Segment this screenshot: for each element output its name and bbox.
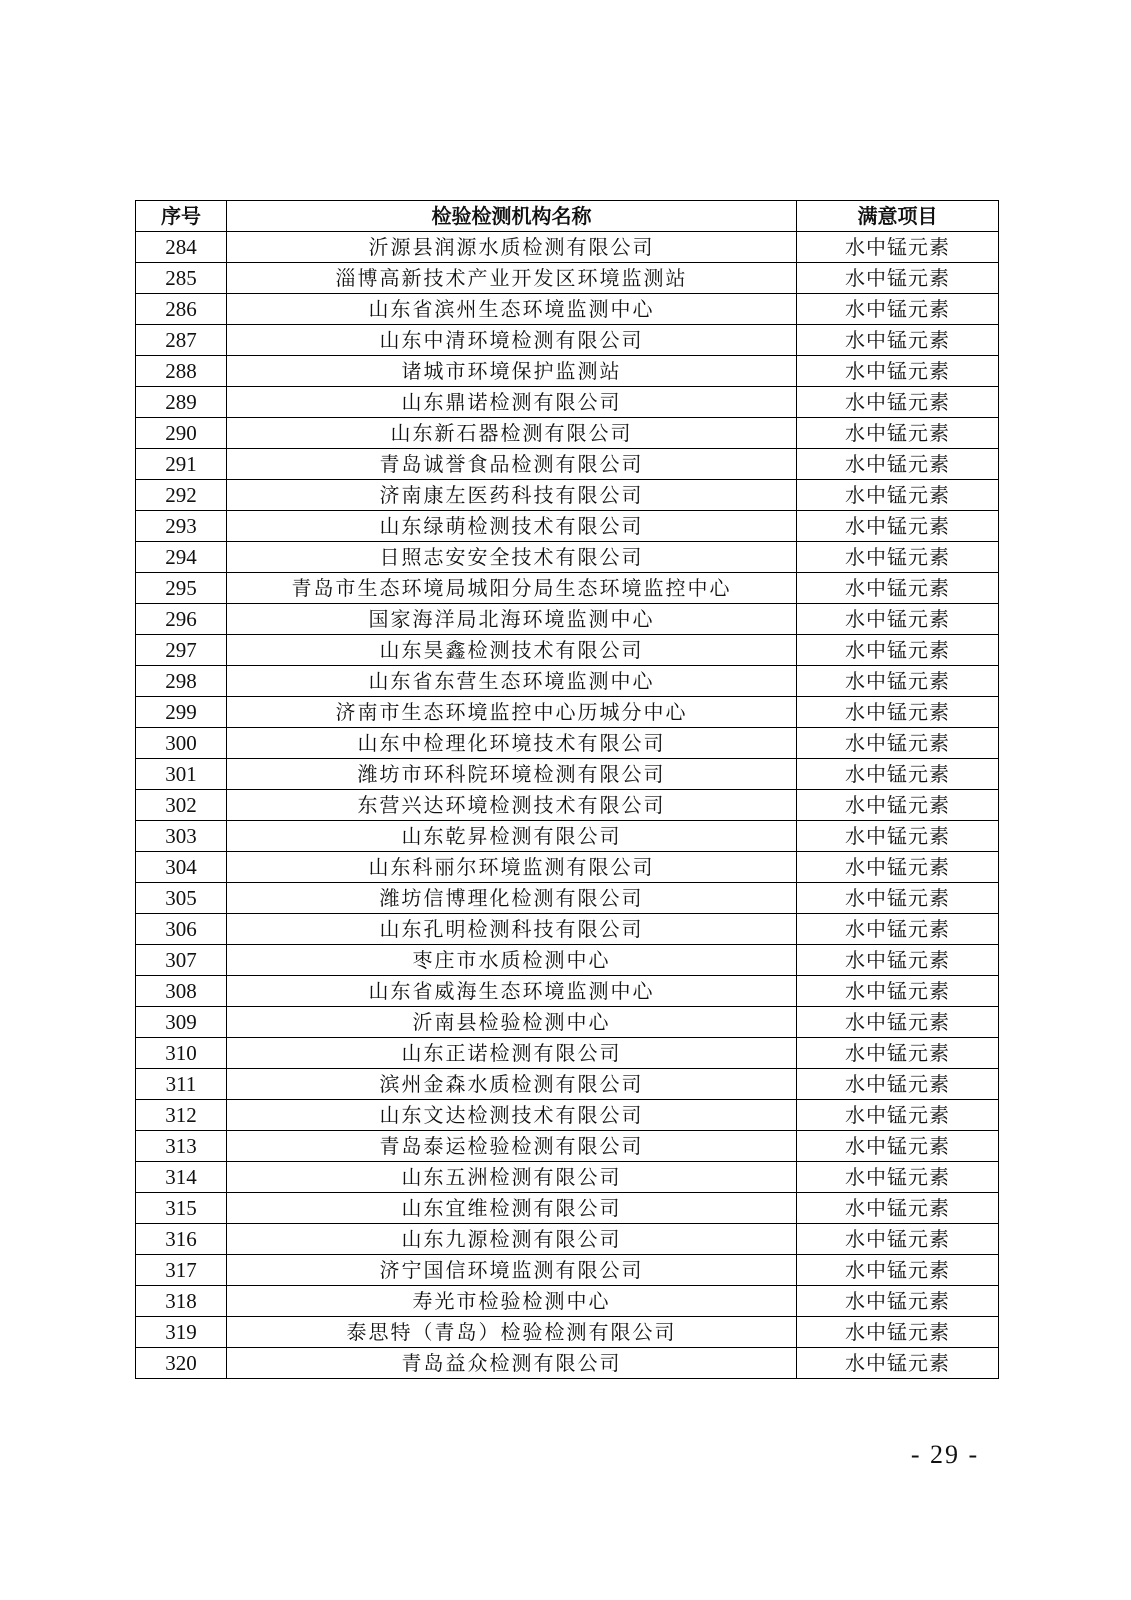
row-satisfactory-item: 水中锰元素 bbox=[797, 542, 999, 573]
row-serial-number: 293 bbox=[136, 511, 227, 542]
row-serial-number: 288 bbox=[136, 356, 227, 387]
row-serial-number: 319 bbox=[136, 1317, 227, 1348]
row-satisfactory-item: 水中锰元素 bbox=[797, 511, 999, 542]
row-institution-name: 山东九源检测有限公司 bbox=[227, 1224, 797, 1255]
row-institution-name: 青岛市生态环境局城阳分局生态环境监控中心 bbox=[227, 573, 797, 604]
table-row bbox=[136, 1038, 999, 1069]
row-institution-name: 泰思特（青岛）检验检测有限公司 bbox=[227, 1317, 797, 1348]
row-serial-number: 311 bbox=[136, 1069, 227, 1100]
row-institution-name: 山东省威海生态环境监测中心 bbox=[227, 976, 797, 1007]
row-institution-name: 山东孔明检测科技有限公司 bbox=[227, 914, 797, 945]
row-satisfactory-item: 水中锰元素 bbox=[797, 1131, 999, 1162]
row-serial-number: 304 bbox=[136, 852, 227, 883]
row-institution-name: 山东绿萌检测技术有限公司 bbox=[227, 511, 797, 542]
table-row bbox=[136, 1224, 999, 1255]
row-institution-name: 山东昊鑫检测技术有限公司 bbox=[227, 635, 797, 666]
row-satisfactory-item: 水中锰元素 bbox=[797, 1255, 999, 1286]
row-institution-name: 国家海洋局北海环境监测中心 bbox=[227, 604, 797, 635]
table-row bbox=[136, 418, 999, 449]
table-row bbox=[136, 1007, 999, 1038]
row-institution-name: 潍坊市环科院环境检测有限公司 bbox=[227, 759, 797, 790]
row-satisfactory-item: 水中锰元素 bbox=[797, 573, 999, 604]
row-serial-number: 285 bbox=[136, 263, 227, 294]
row-satisfactory-item: 水中锰元素 bbox=[797, 356, 999, 387]
row-satisfactory-item: 水中锰元素 bbox=[797, 604, 999, 635]
table-row bbox=[136, 635, 999, 666]
header-serial-number: 序号 bbox=[136, 201, 227, 232]
row-satisfactory-item: 水中锰元素 bbox=[797, 666, 999, 697]
row-institution-name: 山东鼎诺检测有限公司 bbox=[227, 387, 797, 418]
row-serial-number: 295 bbox=[136, 573, 227, 604]
table-row bbox=[136, 976, 999, 1007]
row-serial-number: 284 bbox=[136, 232, 227, 263]
row-satisfactory-item: 水中锰元素 bbox=[797, 294, 999, 325]
row-institution-name: 山东五洲检测有限公司 bbox=[227, 1162, 797, 1193]
row-institution-name: 济宁国信环境监测有限公司 bbox=[227, 1255, 797, 1286]
table-row bbox=[136, 728, 999, 759]
row-serial-number: 300 bbox=[136, 728, 227, 759]
row-institution-name: 山东中清环境检测有限公司 bbox=[227, 325, 797, 356]
row-institution-name: 寿光市检验检测中心 bbox=[227, 1286, 797, 1317]
row-satisfactory-item: 水中锰元素 bbox=[797, 418, 999, 449]
row-satisfactory-item: 水中锰元素 bbox=[797, 1193, 999, 1224]
row-serial-number: 316 bbox=[136, 1224, 227, 1255]
row-satisfactory-item: 水中锰元素 bbox=[797, 976, 999, 1007]
table-row bbox=[136, 1193, 999, 1224]
table-row bbox=[136, 1100, 999, 1131]
row-serial-number: 302 bbox=[136, 790, 227, 821]
row-serial-number: 309 bbox=[136, 1007, 227, 1038]
table-row bbox=[136, 914, 999, 945]
row-institution-name: 日照志安安全技术有限公司 bbox=[227, 542, 797, 573]
row-serial-number: 294 bbox=[136, 542, 227, 573]
row-institution-name: 济南市生态环境监控中心历城分中心 bbox=[227, 697, 797, 728]
row-satisfactory-item: 水中锰元素 bbox=[797, 263, 999, 294]
row-satisfactory-item: 水中锰元素 bbox=[797, 325, 999, 356]
table-row bbox=[136, 449, 999, 480]
table-row bbox=[136, 1286, 999, 1317]
row-serial-number: 306 bbox=[136, 914, 227, 945]
row-serial-number: 289 bbox=[136, 387, 227, 418]
row-satisfactory-item: 水中锰元素 bbox=[797, 387, 999, 418]
table-row bbox=[136, 759, 999, 790]
row-satisfactory-item: 水中锰元素 bbox=[797, 232, 999, 263]
table-row bbox=[136, 387, 999, 418]
row-satisfactory-item: 水中锰元素 bbox=[797, 697, 999, 728]
table-row bbox=[136, 604, 999, 635]
row-serial-number: 318 bbox=[136, 1286, 227, 1317]
row-serial-number: 291 bbox=[136, 449, 227, 480]
row-serial-number: 297 bbox=[136, 635, 227, 666]
row-satisfactory-item: 水中锰元素 bbox=[797, 635, 999, 666]
row-institution-name: 山东乾昇检测有限公司 bbox=[227, 821, 797, 852]
row-serial-number: 308 bbox=[136, 976, 227, 1007]
row-satisfactory-item: 水中锰元素 bbox=[797, 821, 999, 852]
row-satisfactory-item: 水中锰元素 bbox=[797, 1100, 999, 1131]
table-row bbox=[136, 883, 999, 914]
row-institution-name: 青岛泰运检验检测有限公司 bbox=[227, 1131, 797, 1162]
row-institution-name: 沂源县润源水质检测有限公司 bbox=[227, 232, 797, 263]
row-serial-number: 310 bbox=[136, 1038, 227, 1069]
row-satisfactory-item: 水中锰元素 bbox=[797, 1317, 999, 1348]
row-satisfactory-item: 水中锰元素 bbox=[797, 914, 999, 945]
row-serial-number: 317 bbox=[136, 1255, 227, 1286]
table-row bbox=[136, 1255, 999, 1286]
row-serial-number: 298 bbox=[136, 666, 227, 697]
row-satisfactory-item: 水中锰元素 bbox=[797, 1038, 999, 1069]
table-row bbox=[136, 511, 999, 542]
row-serial-number: 292 bbox=[136, 480, 227, 511]
table-row bbox=[136, 666, 999, 697]
table-row bbox=[136, 790, 999, 821]
table-row bbox=[136, 697, 999, 728]
row-institution-name: 济南康左医药科技有限公司 bbox=[227, 480, 797, 511]
table-row bbox=[136, 325, 999, 356]
row-institution-name: 沂南县检验检测中心 bbox=[227, 1007, 797, 1038]
table-header bbox=[136, 201, 999, 232]
row-satisfactory-item: 水中锰元素 bbox=[797, 1286, 999, 1317]
table-row bbox=[136, 1069, 999, 1100]
row-serial-number: 286 bbox=[136, 294, 227, 325]
row-institution-name: 东营兴达环境检测技术有限公司 bbox=[227, 790, 797, 821]
row-serial-number: 299 bbox=[136, 697, 227, 728]
row-institution-name: 山东正诺检测有限公司 bbox=[227, 1038, 797, 1069]
row-institution-name: 青岛益众检测有限公司 bbox=[227, 1348, 797, 1379]
row-serial-number: 296 bbox=[136, 604, 227, 635]
table-row bbox=[136, 356, 999, 387]
row-serial-number: 315 bbox=[136, 1193, 227, 1224]
table-row bbox=[136, 1131, 999, 1162]
header-institution-name: 检验检测机构名称 bbox=[227, 201, 797, 232]
row-satisfactory-item: 水中锰元素 bbox=[797, 480, 999, 511]
table-row bbox=[136, 852, 999, 883]
row-satisfactory-item: 水中锰元素 bbox=[797, 728, 999, 759]
row-institution-name: 潍坊信博理化检测有限公司 bbox=[227, 883, 797, 914]
table-row bbox=[136, 1162, 999, 1193]
table-row bbox=[136, 294, 999, 325]
row-serial-number: 303 bbox=[136, 821, 227, 852]
row-institution-name: 山东科丽尔环境监测有限公司 bbox=[227, 852, 797, 883]
institution-table bbox=[135, 200, 999, 1379]
table-row bbox=[136, 573, 999, 604]
row-satisfactory-item: 水中锰元素 bbox=[797, 852, 999, 883]
row-serial-number: 287 bbox=[136, 325, 227, 356]
row-satisfactory-item: 水中锰元素 bbox=[797, 790, 999, 821]
header-row bbox=[136, 201, 999, 232]
table-row bbox=[136, 232, 999, 263]
table-row bbox=[136, 821, 999, 852]
row-satisfactory-item: 水中锰元素 bbox=[797, 945, 999, 976]
header-satisfactory-item: 满意项目 bbox=[797, 201, 999, 232]
page-number: - 29 - bbox=[910, 1440, 980, 1469]
row-institution-name: 诸城市环境保护监测站 bbox=[227, 356, 797, 387]
row-serial-number: 312 bbox=[136, 1100, 227, 1131]
table-body bbox=[136, 232, 999, 1379]
row-institution-name: 山东新石器检测有限公司 bbox=[227, 418, 797, 449]
row-institution-name: 山东宜维检测有限公司 bbox=[227, 1193, 797, 1224]
row-institution-name: 淄博高新技术产业开发区环境监测站 bbox=[227, 263, 797, 294]
row-satisfactory-item: 水中锰元素 bbox=[797, 759, 999, 790]
row-satisfactory-item: 水中锰元素 bbox=[797, 1069, 999, 1100]
row-satisfactory-item: 水中锰元素 bbox=[797, 883, 999, 914]
row-institution-name: 青岛诚誉食品检测有限公司 bbox=[227, 449, 797, 480]
row-serial-number: 301 bbox=[136, 759, 227, 790]
row-satisfactory-item: 水中锰元素 bbox=[797, 1162, 999, 1193]
table-row bbox=[136, 1348, 999, 1379]
row-institution-name: 枣庄市水质检测中心 bbox=[227, 945, 797, 976]
row-institution-name: 山东中检理化环境技术有限公司 bbox=[227, 728, 797, 759]
row-serial-number: 313 bbox=[136, 1131, 227, 1162]
row-satisfactory-item: 水中锰元素 bbox=[797, 1224, 999, 1255]
row-institution-name: 山东省东营生态环境监测中心 bbox=[227, 666, 797, 697]
table-row bbox=[136, 542, 999, 573]
row-institution-name: 滨州金森水质检测有限公司 bbox=[227, 1069, 797, 1100]
row-satisfactory-item: 水中锰元素 bbox=[797, 1348, 999, 1379]
row-satisfactory-item: 水中锰元素 bbox=[797, 449, 999, 480]
row-serial-number: 290 bbox=[136, 418, 227, 449]
row-serial-number: 305 bbox=[136, 883, 227, 914]
row-institution-name: 山东文达检测技术有限公司 bbox=[227, 1100, 797, 1131]
table-row bbox=[136, 480, 999, 511]
table-row bbox=[136, 945, 999, 976]
row-satisfactory-item: 水中锰元素 bbox=[797, 1007, 999, 1038]
row-serial-number: 307 bbox=[136, 945, 227, 976]
row-serial-number: 314 bbox=[136, 1162, 227, 1193]
table-row bbox=[136, 1317, 999, 1348]
row-institution-name: 山东省滨州生态环境监测中心 bbox=[227, 294, 797, 325]
row-serial-number: 320 bbox=[136, 1348, 227, 1379]
table-row bbox=[136, 263, 999, 294]
